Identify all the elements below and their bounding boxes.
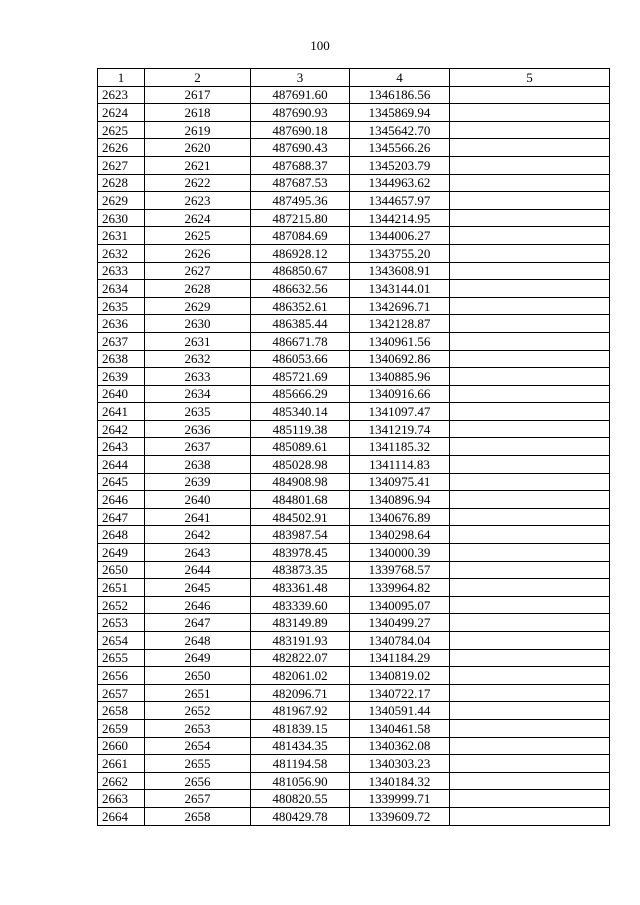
table-row: [98, 174, 610, 192]
point-number-cell: 2655: [145, 755, 251, 773]
row-number-cell: 2645: [98, 473, 145, 491]
point-number-cell: 2627: [145, 262, 251, 280]
y-coordinate-cell: 1339999.71: [350, 790, 450, 808]
y-coordinate-cell: 1341097.47: [350, 403, 450, 421]
x-coordinate-cell: 487688.37: [251, 156, 350, 174]
x-coordinate-cell: 487690.43: [251, 139, 350, 157]
note-cell: [450, 192, 610, 210]
table-row: [98, 315, 610, 333]
note-cell: [450, 526, 610, 544]
y-coordinate-cell: 1343608.91: [350, 262, 450, 280]
row-number-cell: 2647: [98, 508, 145, 526]
note-cell: [450, 174, 610, 192]
table-row: [98, 526, 610, 544]
point-number-cell: 2634: [145, 385, 251, 403]
row-number-cell: 2652: [98, 596, 145, 614]
x-coordinate-cell: 484502.91: [251, 508, 350, 526]
y-coordinate-cell: 1340896.94: [350, 491, 450, 509]
y-coordinate-cell: 1340885.96: [350, 368, 450, 386]
row-number-cell: 2631: [98, 227, 145, 245]
point-number-cell: 2644: [145, 561, 251, 579]
y-coordinate-cell: 1339609.72: [350, 807, 450, 825]
point-number-cell: 2629: [145, 297, 251, 315]
x-coordinate-cell: 482061.02: [251, 667, 350, 685]
note-cell: [450, 403, 610, 421]
table-row: [98, 438, 610, 456]
note-cell: [450, 244, 610, 262]
point-number-cell: 2630: [145, 315, 251, 333]
x-coordinate-cell: 481056.90: [251, 772, 350, 790]
x-coordinate-cell: 485340.14: [251, 403, 350, 421]
note-cell: [450, 596, 610, 614]
x-coordinate-cell: 484908.98: [251, 473, 350, 491]
table-row: [98, 403, 610, 421]
row-number-cell: 2662: [98, 772, 145, 790]
x-coordinate-cell: 483361.48: [251, 579, 350, 597]
point-number-cell: 2642: [145, 526, 251, 544]
header-col-3: 3: [251, 69, 350, 87]
x-coordinate-cell: 485666.29: [251, 385, 350, 403]
row-number-cell: 2630: [98, 209, 145, 227]
row-number-cell: 2634: [98, 280, 145, 298]
point-number-cell: 2658: [145, 807, 251, 825]
row-number-cell: 2657: [98, 684, 145, 702]
point-number-cell: 2641: [145, 508, 251, 526]
x-coordinate-cell: 481194.58: [251, 755, 350, 773]
table-row: [98, 508, 610, 526]
note-cell: [450, 86, 610, 104]
y-coordinate-cell: 1340461.58: [350, 719, 450, 737]
row-number-cell: 2655: [98, 649, 145, 667]
row-number-cell: 2638: [98, 350, 145, 368]
page-number: 100: [310, 38, 330, 53]
note-cell: [450, 807, 610, 825]
x-coordinate-cell: 483339.60: [251, 596, 350, 614]
x-coordinate-cell: 486850.67: [251, 262, 350, 280]
table-row: [98, 772, 610, 790]
x-coordinate-cell: 480429.78: [251, 807, 350, 825]
row-number-cell: 2627: [98, 156, 145, 174]
point-number-cell: 2639: [145, 473, 251, 491]
point-number-cell: 2632: [145, 350, 251, 368]
x-coordinate-cell: 485089.61: [251, 438, 350, 456]
x-coordinate-cell: 483149.89: [251, 614, 350, 632]
y-coordinate-cell: 1344963.62: [350, 174, 450, 192]
row-number-cell: 2663: [98, 790, 145, 808]
header-col-5: 5: [450, 69, 610, 87]
table-row: [98, 139, 610, 157]
table-row: [98, 368, 610, 386]
y-coordinate-cell: 1343144.01: [350, 280, 450, 298]
note-cell: [450, 350, 610, 368]
row-number-cell: 2633: [98, 262, 145, 280]
table-row: [98, 332, 610, 350]
row-number-cell: 2644: [98, 456, 145, 474]
row-number-cell: 2664: [98, 807, 145, 825]
row-number-cell: 2643: [98, 438, 145, 456]
x-coordinate-cell: 486632.56: [251, 280, 350, 298]
point-number-cell: 2636: [145, 420, 251, 438]
y-coordinate-cell: 1340975.41: [350, 473, 450, 491]
row-number-cell: 2650: [98, 561, 145, 579]
row-number-cell: 2624: [98, 104, 145, 122]
y-coordinate-cell: 1340000.39: [350, 544, 450, 562]
table-row: [98, 702, 610, 720]
y-coordinate-cell: 1343755.20: [350, 244, 450, 262]
coordinates-table: [97, 68, 610, 826]
x-coordinate-cell: 487215.80: [251, 209, 350, 227]
y-coordinate-cell: 1340362.08: [350, 737, 450, 755]
table-row: [98, 473, 610, 491]
point-number-cell: 2619: [145, 121, 251, 139]
row-number-cell: 2653: [98, 614, 145, 632]
y-coordinate-cell: 1339768.57: [350, 561, 450, 579]
row-number-cell: 2623: [98, 86, 145, 104]
x-coordinate-cell: 487691.60: [251, 86, 350, 104]
row-number-cell: 2651: [98, 579, 145, 597]
row-number-cell: 2656: [98, 667, 145, 685]
point-number-cell: 2645: [145, 579, 251, 597]
x-coordinate-cell: 485028.98: [251, 456, 350, 474]
y-coordinate-cell: 1344657.97: [350, 192, 450, 210]
point-number-cell: 2620: [145, 139, 251, 157]
point-number-cell: 2648: [145, 632, 251, 650]
table-row: [98, 192, 610, 210]
x-coordinate-cell: 486671.78: [251, 332, 350, 350]
x-coordinate-cell: 484801.68: [251, 491, 350, 509]
x-coordinate-cell: 486352.61: [251, 297, 350, 315]
note-cell: [450, 614, 610, 632]
row-number-cell: 2660: [98, 737, 145, 755]
y-coordinate-cell: 1342696.71: [350, 297, 450, 315]
y-coordinate-cell: 1340184.32: [350, 772, 450, 790]
point-number-cell: 2618: [145, 104, 251, 122]
row-number-cell: 2625: [98, 121, 145, 139]
point-number-cell: 2638: [145, 456, 251, 474]
table-row: [98, 262, 610, 280]
row-number-cell: 2654: [98, 632, 145, 650]
x-coordinate-cell: 483987.54: [251, 526, 350, 544]
x-coordinate-cell: 482822.07: [251, 649, 350, 667]
x-coordinate-cell: 483191.93: [251, 632, 350, 650]
row-number-cell: 2639: [98, 368, 145, 386]
row-number-cell: 2635: [98, 297, 145, 315]
y-coordinate-cell: 1345203.79: [350, 156, 450, 174]
point-number-cell: 2654: [145, 737, 251, 755]
y-coordinate-cell: 1341219.74: [350, 420, 450, 438]
note-cell: [450, 737, 610, 755]
y-coordinate-cell: 1345869.94: [350, 104, 450, 122]
y-coordinate-cell: 1345642.70: [350, 121, 450, 139]
table-row: [98, 209, 610, 227]
y-coordinate-cell: 1340819.02: [350, 667, 450, 685]
row-number-cell: 2637: [98, 332, 145, 350]
note-cell: [450, 368, 610, 386]
table-row: [98, 807, 610, 825]
point-number-cell: 2625: [145, 227, 251, 245]
header-col-4: 4: [350, 69, 450, 87]
note-cell: [450, 755, 610, 773]
y-coordinate-cell: 1341114.83: [350, 456, 450, 474]
y-coordinate-cell: 1340722.17: [350, 684, 450, 702]
y-coordinate-cell: 1344214.95: [350, 209, 450, 227]
y-coordinate-cell: 1344006.27: [350, 227, 450, 245]
y-coordinate-cell: 1346186.56: [350, 86, 450, 104]
x-coordinate-cell: 481839.15: [251, 719, 350, 737]
point-number-cell: 2647: [145, 614, 251, 632]
header-row: [98, 69, 610, 87]
y-coordinate-cell: 1345566.26: [350, 139, 450, 157]
table-row: [98, 544, 610, 562]
x-coordinate-cell: 487687.53: [251, 174, 350, 192]
note-cell: [450, 420, 610, 438]
table-row: [98, 632, 610, 650]
row-number-cell: 2641: [98, 403, 145, 421]
row-number-cell: 2632: [98, 244, 145, 262]
y-coordinate-cell: 1340676.89: [350, 508, 450, 526]
note-cell: [450, 227, 610, 245]
y-coordinate-cell: 1340298.64: [350, 526, 450, 544]
table-row: [98, 121, 610, 139]
y-coordinate-cell: 1339964.82: [350, 579, 450, 597]
header-col-2: 2: [145, 69, 251, 87]
table-row: [98, 649, 610, 667]
table-row: [98, 614, 610, 632]
row-number-cell: 2629: [98, 192, 145, 210]
table-row: [98, 156, 610, 174]
y-coordinate-cell: 1341184.29: [350, 649, 450, 667]
table-row: [98, 104, 610, 122]
point-number-cell: 2653: [145, 719, 251, 737]
x-coordinate-cell: 483978.45: [251, 544, 350, 562]
x-coordinate-cell: 485119.38: [251, 420, 350, 438]
y-coordinate-cell: 1340499.27: [350, 614, 450, 632]
y-coordinate-cell: 1340591.44: [350, 702, 450, 720]
header-col-1: 1: [98, 69, 145, 87]
y-coordinate-cell: 1342128.87: [350, 315, 450, 333]
table-header: [98, 69, 610, 87]
table-row: [98, 420, 610, 438]
note-cell: [450, 332, 610, 350]
row-number-cell: 2640: [98, 385, 145, 403]
table-row: [98, 244, 610, 262]
x-coordinate-cell: 486928.12: [251, 244, 350, 262]
note-cell: [450, 121, 610, 139]
x-coordinate-cell: 487690.93: [251, 104, 350, 122]
note-cell: [450, 209, 610, 227]
y-coordinate-cell: 1340095.07: [350, 596, 450, 614]
point-number-cell: 2640: [145, 491, 251, 509]
y-coordinate-cell: 1340303.23: [350, 755, 450, 773]
note-cell: [450, 508, 610, 526]
row-number-cell: 2658: [98, 702, 145, 720]
note-cell: [450, 667, 610, 685]
note-cell: [450, 579, 610, 597]
table-row: [98, 755, 610, 773]
table-row: [98, 596, 610, 614]
table-row: [98, 561, 610, 579]
point-number-cell: 2617: [145, 86, 251, 104]
note-cell: [450, 473, 610, 491]
point-number-cell: 2652: [145, 702, 251, 720]
x-coordinate-cell: 487084.69: [251, 227, 350, 245]
note-cell: [450, 280, 610, 298]
point-number-cell: 2635: [145, 403, 251, 421]
x-coordinate-cell: 487495.36: [251, 192, 350, 210]
row-number-cell: 2642: [98, 420, 145, 438]
x-coordinate-cell: 481967.92: [251, 702, 350, 720]
table-row: [98, 280, 610, 298]
y-coordinate-cell: 1340692.86: [350, 350, 450, 368]
note-cell: [450, 438, 610, 456]
x-coordinate-cell: 483873.35: [251, 561, 350, 579]
table-row: [98, 456, 610, 474]
note-cell: [450, 491, 610, 509]
table-row: [98, 385, 610, 403]
note-cell: [450, 719, 610, 737]
point-number-cell: 2622: [145, 174, 251, 192]
note-cell: [450, 385, 610, 403]
row-number-cell: 2661: [98, 755, 145, 773]
point-number-cell: 2643: [145, 544, 251, 562]
point-number-cell: 2626: [145, 244, 251, 262]
note-cell: [450, 790, 610, 808]
y-coordinate-cell: 1340961.56: [350, 332, 450, 350]
x-coordinate-cell: 486385.44: [251, 315, 350, 333]
row-number-cell: 2649: [98, 544, 145, 562]
note-cell: [450, 262, 610, 280]
row-number-cell: 2648: [98, 526, 145, 544]
x-coordinate-cell: 482096.71: [251, 684, 350, 702]
table-row: [98, 350, 610, 368]
point-number-cell: 2621: [145, 156, 251, 174]
note-cell: [450, 104, 610, 122]
table-row: [98, 579, 610, 597]
table-row: [98, 684, 610, 702]
row-number-cell: 2636: [98, 315, 145, 333]
table-body: [98, 86, 610, 825]
point-number-cell: 2631: [145, 332, 251, 350]
note-cell: [450, 139, 610, 157]
x-coordinate-cell: 481434.35: [251, 737, 350, 755]
table-row: [98, 719, 610, 737]
x-coordinate-cell: 485721.69: [251, 368, 350, 386]
table-row: [98, 737, 610, 755]
row-number-cell: 2626: [98, 139, 145, 157]
y-coordinate-cell: 1340784.04: [350, 632, 450, 650]
table-row: [98, 86, 610, 104]
point-number-cell: 2650: [145, 667, 251, 685]
y-coordinate-cell: 1340916.66: [350, 385, 450, 403]
note-cell: [450, 632, 610, 650]
note-cell: [450, 156, 610, 174]
point-number-cell: 2649: [145, 649, 251, 667]
x-coordinate-cell: 486053.66: [251, 350, 350, 368]
row-number-cell: 2628: [98, 174, 145, 192]
point-number-cell: 2656: [145, 772, 251, 790]
point-number-cell: 2646: [145, 596, 251, 614]
note-cell: [450, 456, 610, 474]
note-cell: [450, 772, 610, 790]
row-number-cell: 2659: [98, 719, 145, 737]
point-number-cell: 2651: [145, 684, 251, 702]
x-coordinate-cell: 480820.55: [251, 790, 350, 808]
note-cell: [450, 561, 610, 579]
table-row: [98, 790, 610, 808]
table-row: [98, 491, 610, 509]
point-number-cell: 2657: [145, 790, 251, 808]
note-cell: [450, 315, 610, 333]
note-cell: [450, 544, 610, 562]
note-cell: [450, 297, 610, 315]
x-coordinate-cell: 487690.18: [251, 121, 350, 139]
table-row: [98, 297, 610, 315]
table-row: [98, 227, 610, 245]
point-number-cell: 2637: [145, 438, 251, 456]
point-number-cell: 2624: [145, 209, 251, 227]
point-number-cell: 2623: [145, 192, 251, 210]
point-number-cell: 2633: [145, 368, 251, 386]
y-coordinate-cell: 1341185.32: [350, 438, 450, 456]
note-cell: [450, 684, 610, 702]
table-row: [98, 667, 610, 685]
row-number-cell: 2646: [98, 491, 145, 509]
note-cell: [450, 649, 610, 667]
note-cell: [450, 702, 610, 720]
point-number-cell: 2628: [145, 280, 251, 298]
